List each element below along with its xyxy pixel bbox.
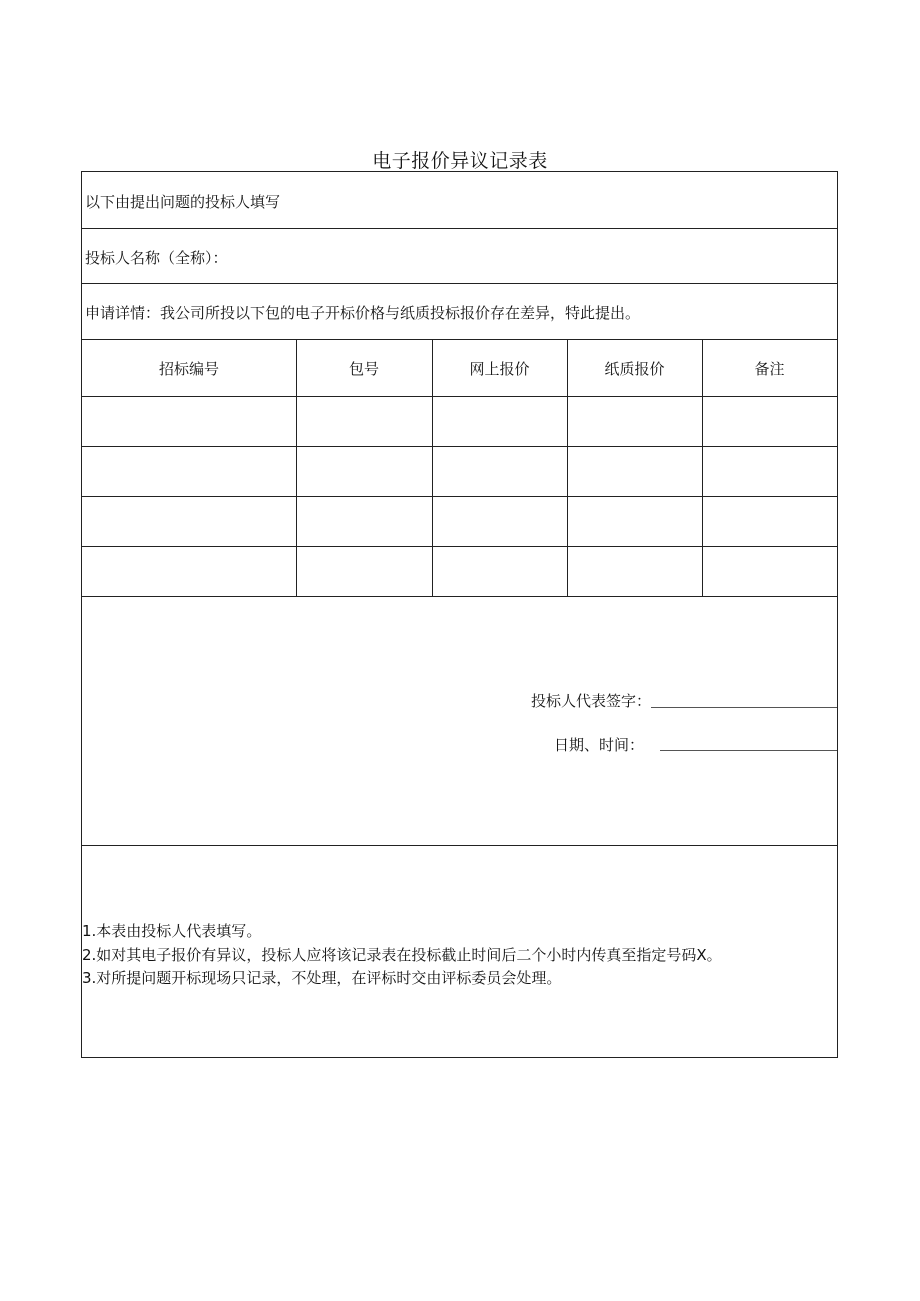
table-row-2-paper-price[interactable] — [568, 447, 701, 496]
row-divider — [82, 228, 837, 229]
table-row-2-online-price[interactable] — [433, 447, 566, 496]
table-row-3-remarks[interactable] — [703, 497, 836, 546]
table-row-1-bid-number[interactable] — [82, 397, 295, 446]
table-row-2-bid-number[interactable] — [82, 447, 295, 496]
datetime-label: 日期、时间： — [553, 736, 644, 754]
note-item: 2.如对其电子报价有异议，投标人应将该记录表在投标截止时间后二个小时内传真至指定号码X。 — [82, 946, 722, 964]
row-divider — [82, 596, 837, 597]
bidder-name-label: 投标人名称（全称）： — [85, 249, 228, 267]
bidder-name-field[interactable] — [252, 232, 832, 280]
table-row-3-online-price[interactable] — [433, 497, 566, 546]
fill-instruction: 以下由提出问题的投标人填写 — [85, 193, 281, 211]
table-row-4-remarks[interactable] — [703, 547, 836, 596]
table-row-3-package-number[interactable] — [297, 497, 431, 546]
header-bid-number: 招标编号 — [158, 359, 219, 378]
table-row-1-remarks[interactable] — [703, 397, 836, 446]
application-details: 申请详情：我公司所投以下包的电子开标价格与纸质投标报价存在差异，特此提出。 — [85, 304, 641, 322]
table-row-3-bid-number[interactable] — [82, 497, 295, 546]
table-row-4-paper-price[interactable] — [568, 547, 701, 596]
table-row-2-remarks[interactable] — [703, 447, 836, 496]
representative-signature-label: 投标人代表签字： — [530, 692, 651, 710]
note-item: 3.对所提问题开标现场只记录，不处理，在评标时交由评标委员会处理。 — [82, 969, 562, 987]
header-online-price: 网上报价 — [469, 359, 530, 378]
note-item: 1.本表由投标人代表填写。 — [82, 922, 262, 940]
row-divider — [82, 283, 837, 284]
header-paper-price: 纸质报价 — [604, 359, 665, 378]
row-divider — [82, 845, 837, 846]
table-row-3-paper-price[interactable] — [568, 497, 701, 546]
table-row-1-paper-price[interactable] — [568, 397, 701, 446]
table-row-2-package-number[interactable] — [297, 447, 431, 496]
table-row-4-bid-number[interactable] — [82, 547, 295, 596]
datetime-field[interactable] — [660, 750, 837, 751]
representative-signature-field[interactable] — [651, 707, 837, 708]
table-row-1-package-number[interactable] — [297, 397, 431, 446]
header-package-number: 包号 — [348, 359, 379, 378]
header-remarks: 备注 — [754, 359, 785, 378]
table-row-4-online-price[interactable] — [433, 547, 566, 596]
table-row-4-package-number[interactable] — [297, 547, 431, 596]
page-title: 电子报价异议记录表 — [372, 150, 548, 172]
table-row-1-online-price[interactable] — [433, 397, 566, 446]
objection-record-form — [81, 171, 838, 1058]
